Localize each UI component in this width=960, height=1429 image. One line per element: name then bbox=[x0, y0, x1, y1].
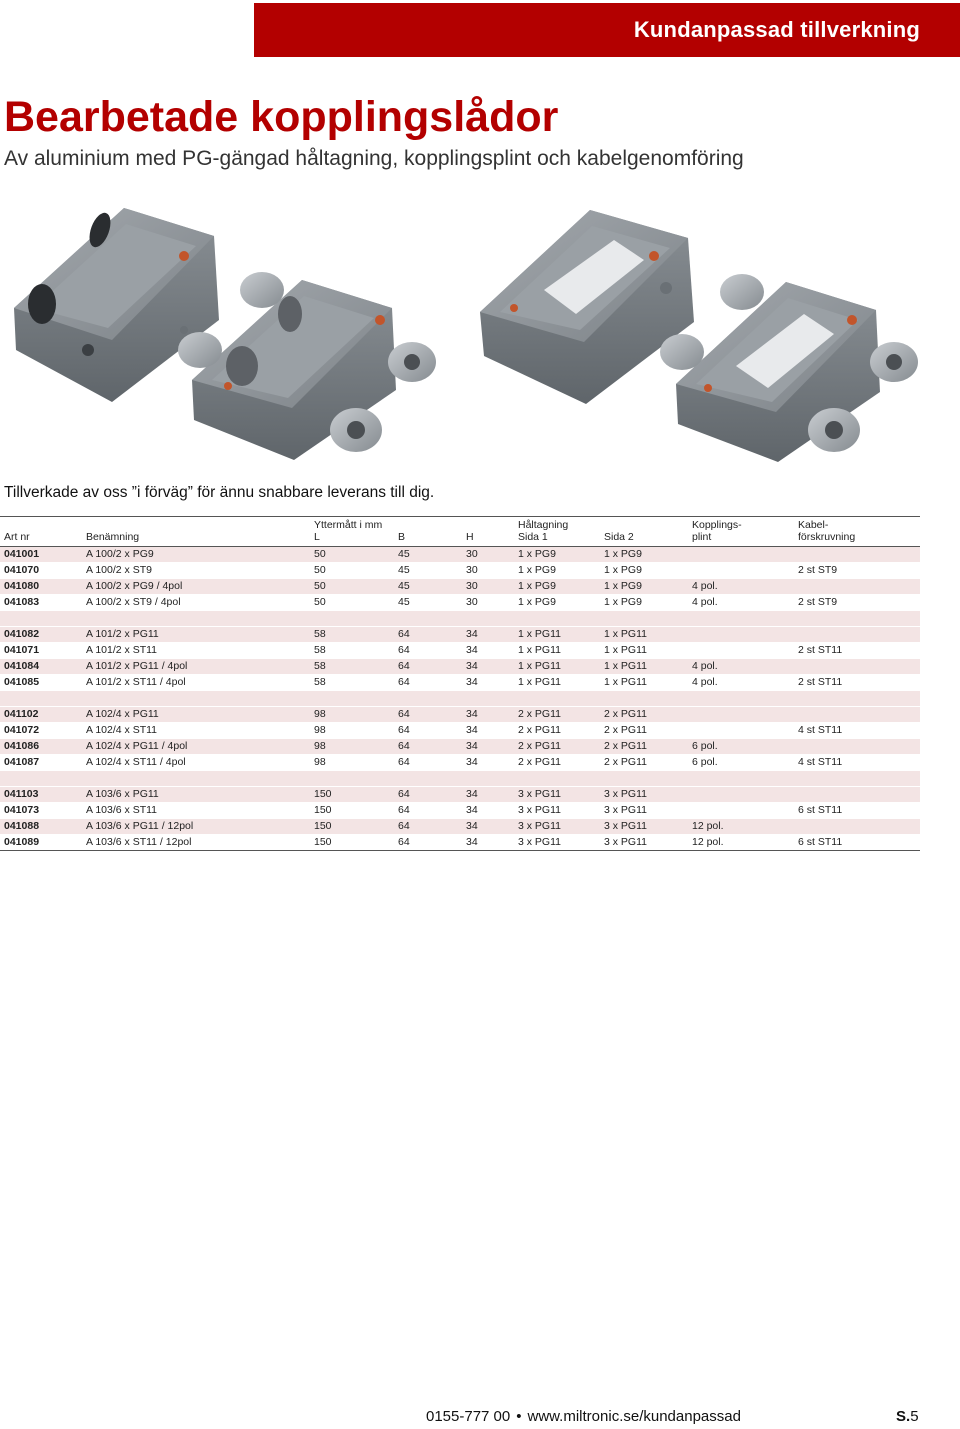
spec-table bbox=[0, 516, 920, 851]
cell-kabel: 4 st ST11 bbox=[794, 723, 920, 739]
table-row bbox=[0, 819, 920, 835]
cell-plint: 12 pol. bbox=[688, 819, 794, 835]
cell-plint bbox=[688, 563, 794, 579]
cell-b: 64 bbox=[394, 755, 462, 771]
cell-b: 64 bbox=[394, 675, 462, 691]
cell-l: 50 bbox=[310, 563, 394, 579]
cell-sida1: 3 x PG11 bbox=[514, 803, 600, 819]
cell-l: 58 bbox=[310, 675, 394, 691]
cell-l: 58 bbox=[310, 643, 394, 659]
cell-b: 64 bbox=[394, 787, 462, 803]
cell-kabel: 6 st ST11 bbox=[794, 835, 920, 851]
cell-l: 58 bbox=[310, 627, 394, 643]
table-row bbox=[0, 707, 920, 723]
cell-plint bbox=[688, 787, 794, 803]
cell-sida2: 1 x PG9 bbox=[600, 547, 688, 563]
cell-l: 98 bbox=[310, 755, 394, 771]
cell-sida2: 1 x PG11 bbox=[600, 643, 688, 659]
group-header-empty bbox=[0, 517, 82, 532]
group-spacer-cell bbox=[0, 771, 920, 787]
cell-sida1: 2 x PG11 bbox=[514, 739, 600, 755]
cell-sida1: 1 x PG11 bbox=[514, 659, 600, 675]
table-row bbox=[0, 739, 920, 755]
cell-plint: 4 pol. bbox=[688, 675, 794, 691]
cell-h: 34 bbox=[462, 787, 514, 803]
cell-l: 98 bbox=[310, 723, 394, 739]
cell-art: 041088 bbox=[0, 819, 82, 835]
cell-b: 64 bbox=[394, 723, 462, 739]
cell-l: 150 bbox=[310, 787, 394, 803]
table-row bbox=[0, 835, 920, 851]
group-header-kopplings: Kopplings- bbox=[688, 517, 794, 532]
cell-sida1: 3 x PG11 bbox=[514, 787, 600, 803]
page-number-prefix: S. bbox=[896, 1408, 911, 1425]
group-spacer-row bbox=[0, 691, 920, 707]
cell-sida2: 1 x PG9 bbox=[600, 563, 688, 579]
cell-art: 041086 bbox=[0, 739, 82, 755]
cell-sida1: 2 x PG11 bbox=[514, 723, 600, 739]
column-header-kabel: förskruvning bbox=[794, 531, 920, 547]
page-number-value: 5 bbox=[910, 1408, 919, 1425]
cell-plint bbox=[688, 643, 794, 659]
cell-name: A 100/2 x ST9 bbox=[82, 563, 310, 579]
footer-separator: • bbox=[516, 1408, 522, 1425]
cell-sida1: 1 x PG9 bbox=[514, 579, 600, 595]
cell-kabel bbox=[794, 707, 920, 723]
column-header-l: L bbox=[310, 531, 394, 547]
column-header-name: Benämning bbox=[82, 531, 310, 547]
cell-h: 34 bbox=[462, 835, 514, 851]
cell-l: 58 bbox=[310, 659, 394, 675]
cell-sida2: 2 x PG11 bbox=[600, 739, 688, 755]
cell-sida2: 1 x PG9 bbox=[600, 579, 688, 595]
cell-h: 30 bbox=[462, 579, 514, 595]
cell-h: 30 bbox=[462, 595, 514, 611]
cell-sida2: 2 x PG11 bbox=[600, 707, 688, 723]
cell-name: A 101/2 x PG11 / 4pol bbox=[82, 659, 310, 675]
cell-kabel bbox=[794, 547, 920, 563]
cell-sida2: 2 x PG11 bbox=[600, 755, 688, 771]
cell-name: A 102/4 x ST11 / 4pol bbox=[82, 755, 310, 771]
cell-b: 64 bbox=[394, 659, 462, 675]
group-header-empty bbox=[462, 517, 514, 532]
column-header-sida2: Sida 2 bbox=[600, 531, 688, 547]
cell-sida1: 3 x PG11 bbox=[514, 819, 600, 835]
cell-h: 34 bbox=[462, 739, 514, 755]
cell-kabel: 6 st ST11 bbox=[794, 803, 920, 819]
cell-b: 64 bbox=[394, 707, 462, 723]
cell-l: 50 bbox=[310, 547, 394, 563]
cell-b: 64 bbox=[394, 739, 462, 755]
group-header-kabel: Kabel- bbox=[794, 517, 920, 532]
cell-art: 041087 bbox=[0, 755, 82, 771]
junction-box-empty-back bbox=[14, 208, 219, 402]
cell-plint bbox=[688, 707, 794, 723]
group-spacer-cell bbox=[0, 611, 920, 627]
cell-plint bbox=[688, 547, 794, 563]
cell-b: 64 bbox=[394, 643, 462, 659]
cell-kabel: 2 st ST9 bbox=[794, 595, 920, 611]
cell-plint: 4 pol. bbox=[688, 595, 794, 611]
table-row bbox=[0, 723, 920, 739]
cell-sida1: 2 x PG11 bbox=[514, 707, 600, 723]
page-subtitle: Av aluminium med PG-gängad håltagning, kopplingsplint och kabelgenomföring bbox=[4, 147, 744, 170]
cell-name: A 100/2 x PG9 / 4pol bbox=[82, 579, 310, 595]
table-row bbox=[0, 803, 920, 819]
table-row bbox=[0, 547, 920, 563]
cell-b: 64 bbox=[394, 803, 462, 819]
table-group-header-row bbox=[0, 517, 920, 532]
group-spacer-row bbox=[0, 771, 920, 787]
table-row bbox=[0, 563, 920, 579]
cell-name: A 101/2 x ST11 bbox=[82, 643, 310, 659]
cell-art: 041071 bbox=[0, 643, 82, 659]
cell-l: 50 bbox=[310, 595, 394, 611]
group-header-haltagning: Håltagning bbox=[514, 517, 600, 532]
cell-art: 041082 bbox=[0, 627, 82, 643]
cell-art: 041070 bbox=[0, 563, 82, 579]
cell-name: A 101/2 x ST11 / 4pol bbox=[82, 675, 310, 691]
cell-plint bbox=[688, 803, 794, 819]
cell-h: 34 bbox=[462, 643, 514, 659]
cell-kabel: 2 st ST9 bbox=[794, 563, 920, 579]
cell-plint bbox=[688, 723, 794, 739]
cell-plint: 4 pol. bbox=[688, 659, 794, 675]
cell-b: 64 bbox=[394, 819, 462, 835]
cell-b: 45 bbox=[394, 547, 462, 563]
cell-kabel: 4 st ST11 bbox=[794, 755, 920, 771]
cell-sida1: 3 x PG11 bbox=[514, 835, 600, 851]
cell-h: 34 bbox=[462, 723, 514, 739]
cell-b: 45 bbox=[394, 563, 462, 579]
cell-plint bbox=[688, 627, 794, 643]
group-spacer-row bbox=[0, 611, 920, 627]
cell-sida2: 2 x PG11 bbox=[600, 723, 688, 739]
cell-art: 041084 bbox=[0, 659, 82, 675]
cell-sida2: 1 x PG11 bbox=[600, 627, 688, 643]
cell-sida1: 1 x PG9 bbox=[514, 547, 600, 563]
cell-plint: 6 pol. bbox=[688, 739, 794, 755]
table-row bbox=[0, 643, 920, 659]
cell-name: A 103/6 x PG11 / 12pol bbox=[82, 819, 310, 835]
cell-l: 150 bbox=[310, 835, 394, 851]
cell-l: 98 bbox=[310, 707, 394, 723]
column-header-b: B bbox=[394, 531, 462, 547]
cell-h: 34 bbox=[462, 755, 514, 771]
cell-sida2: 1 x PG11 bbox=[600, 659, 688, 675]
cell-art: 041001 bbox=[0, 547, 82, 563]
group-header-empty bbox=[600, 517, 688, 532]
cell-name: A 102/4 x PG11 / 4pol bbox=[82, 739, 310, 755]
page-number bbox=[896, 1408, 919, 1425]
cell-art: 041102 bbox=[0, 707, 82, 723]
cell-plint: 4 pol. bbox=[688, 579, 794, 595]
group-header-empty bbox=[82, 517, 310, 532]
cell-l: 150 bbox=[310, 819, 394, 835]
cell-name: A 102/4 x PG11 bbox=[82, 707, 310, 723]
cell-l: 50 bbox=[310, 579, 394, 595]
cell-name: A 100/2 x PG9 bbox=[82, 547, 310, 563]
cell-name: A 103/6 x ST11 bbox=[82, 803, 310, 819]
table-row bbox=[0, 755, 920, 771]
cell-sida1: 1 x PG11 bbox=[514, 675, 600, 691]
table-row bbox=[0, 579, 920, 595]
cell-b: 64 bbox=[394, 835, 462, 851]
footer-phone: 0155-777 00 bbox=[426, 1408, 511, 1425]
cell-kabel: 2 st ST11 bbox=[794, 675, 920, 691]
cell-h: 34 bbox=[462, 819, 514, 835]
cell-name: A 103/6 x ST11 / 12pol bbox=[82, 835, 310, 851]
column-header-plint: plint bbox=[688, 531, 794, 547]
cell-sida2: 3 x PG11 bbox=[600, 803, 688, 819]
cell-sida2: 3 x PG11 bbox=[600, 787, 688, 803]
cell-art: 041073 bbox=[0, 803, 82, 819]
cell-art: 041103 bbox=[0, 787, 82, 803]
cell-l: 98 bbox=[310, 739, 394, 755]
cell-h: 34 bbox=[462, 659, 514, 675]
cell-sida2: 3 x PG11 bbox=[600, 835, 688, 851]
cell-h: 34 bbox=[462, 803, 514, 819]
group-header-yttermatt: Yttermått i mm bbox=[310, 517, 394, 532]
cell-sida2: 3 x PG11 bbox=[600, 819, 688, 835]
junction-box-terminal-back bbox=[480, 210, 694, 404]
cell-b: 64 bbox=[394, 627, 462, 643]
page-title: Bearbetade kopplingslådor bbox=[4, 93, 559, 141]
group-header-empty bbox=[394, 517, 462, 532]
cell-art: 041072 bbox=[0, 723, 82, 739]
footer-url[interactable]: www.miltronic.se/kundanpassad bbox=[527, 1408, 741, 1425]
cell-kabel bbox=[794, 627, 920, 643]
section-title: Kundanpassad tillverkning bbox=[633, 17, 920, 42]
table-row bbox=[0, 627, 920, 643]
cell-art: 041083 bbox=[0, 595, 82, 611]
cell-plint: 6 pol. bbox=[688, 755, 794, 771]
cell-h: 30 bbox=[462, 547, 514, 563]
group-spacer-cell bbox=[0, 691, 920, 707]
cell-sida2: 1 x PG9 bbox=[600, 595, 688, 611]
table-row bbox=[0, 675, 920, 691]
cell-h: 30 bbox=[462, 563, 514, 579]
column-header-art: Art nr bbox=[0, 531, 82, 547]
cell-h: 34 bbox=[462, 707, 514, 723]
section-header-bar bbox=[254, 3, 960, 57]
footer-contact bbox=[426, 1408, 741, 1425]
cell-art: 041089 bbox=[0, 835, 82, 851]
cell-kabel bbox=[794, 579, 920, 595]
cell-sida1: 2 x PG11 bbox=[514, 755, 600, 771]
cell-b: 45 bbox=[394, 595, 462, 611]
cell-kabel bbox=[794, 739, 920, 755]
cell-sida1: 1 x PG9 bbox=[514, 595, 600, 611]
spec-table-body bbox=[0, 547, 920, 851]
table-row bbox=[0, 595, 920, 611]
cell-sida2: 1 x PG11 bbox=[600, 675, 688, 691]
cell-sida1: 1 x PG11 bbox=[514, 643, 600, 659]
table-row bbox=[0, 787, 920, 803]
cell-art: 041080 bbox=[0, 579, 82, 595]
cell-l: 150 bbox=[310, 803, 394, 819]
cell-sida1: 1 x PG11 bbox=[514, 627, 600, 643]
table-column-header-row bbox=[0, 531, 920, 547]
column-header-sida1: Sida 1 bbox=[514, 531, 600, 547]
table-row bbox=[0, 659, 920, 675]
tagline: Tillverkade av oss ”i förväg” för ännu snabbare leverans till dig. bbox=[4, 484, 435, 501]
cell-name: A 100/2 x ST9 / 4pol bbox=[82, 595, 310, 611]
cell-kabel bbox=[794, 819, 920, 835]
cell-kabel bbox=[794, 659, 920, 675]
cell-kabel: 2 st ST11 bbox=[794, 643, 920, 659]
cell-h: 34 bbox=[462, 675, 514, 691]
cell-art: 041085 bbox=[0, 675, 82, 691]
cell-sida1: 1 x PG9 bbox=[514, 563, 600, 579]
cell-kabel bbox=[794, 787, 920, 803]
cell-name: A 102/4 x ST11 bbox=[82, 723, 310, 739]
column-header-h: H bbox=[462, 531, 514, 547]
cell-plint: 12 pol. bbox=[688, 835, 794, 851]
cell-b: 45 bbox=[394, 579, 462, 595]
cell-name: A 101/2 x PG11 bbox=[82, 627, 310, 643]
cell-h: 34 bbox=[462, 627, 514, 643]
product-photo bbox=[4, 190, 920, 470]
cell-name: A 103/6 x PG11 bbox=[82, 787, 310, 803]
